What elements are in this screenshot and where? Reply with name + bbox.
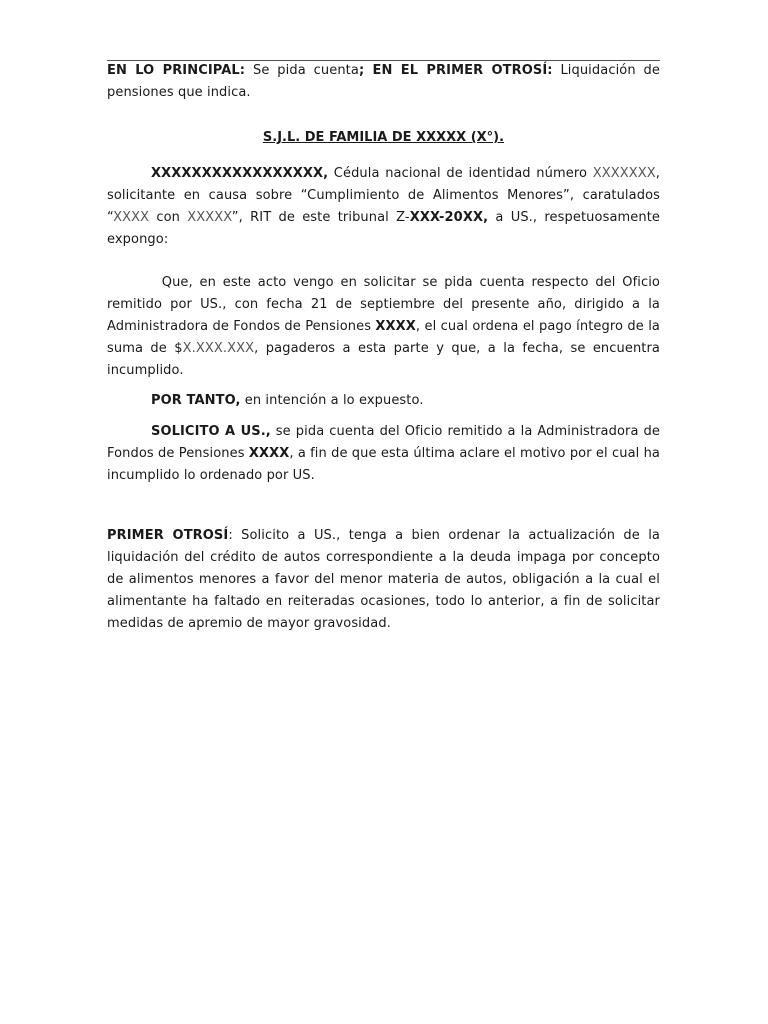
principal-label: EN LO PRINCIPAL: <box>107 63 246 78</box>
intro-paragraph: XXXXXXXXXXXXXXXXX, Cédula nacional de identidad número XXXXXXX, solicitante en causa sobre “Cumplimiento de Alimentos Menores”, caratulados “XXXX con XXXXX”, RIT de este tribunal Z-XXX-20XX, a US., respetuosamente expongo: <box>107 166 661 247</box>
primer-otrosi-label: PRIMER OTROSÍ <box>107 528 229 543</box>
por-tanto-paragraph: POR TANTO, en intención a lo expuesto. <box>151 393 424 408</box>
solicito-paragraph: SOLICITO A US., se pida cuenta del Oficio remitido a la Administradora de Fondos de Pensiones XXXX, a fin de que esta última aclare el motivo por el cual ha incumplido lo ordenado por US. <box>107 424 660 483</box>
id-number: XXXXXXX <box>592 166 656 181</box>
rit-number: XXX-20XX, <box>409 210 489 225</box>
otrosi-paragraph: PRIMER OTROSÍ: Solicito a US., tenga a bien ordenar la actualización de la liquidación del crédito de autos correspondiente a la deuda impaga por concepto de alimentos menores a favor del menor materia de autos, obligación a la cual el alimentante ha faltado en reiteradas ocasiones, todo lo anterior, a fin de solicitar medidas de apremio de mayor gravosidad. <box>107 528 660 631</box>
body-paragraph: Que, en este acto vengo en solicitar se pida cuenta respecto del Oficio remitido por US., con fecha 21 de septiembre del presente año, dirigido a la Administradora de Fondos de Pensiones XXXX, el cual ordena el pago íntegro de la suma de $X.XXX.XXX, pagaderos a esta parte y que, a la fecha, se encuentra incumplido. <box>107 275 660 378</box>
otrosi-label: EN EL PRIMER OTROSÍ: <box>364 63 553 78</box>
amount: X.XXX.XXX <box>182 341 255 356</box>
petitioner-name: XXXXXXXXXXXXXXXXX, <box>151 166 329 181</box>
header-summary: EN LO PRINCIPAL: Se pida cuenta; EN EL PRIMER OTROSÍ: Liquidación de pensiones que indica. <box>107 63 660 100</box>
court-title: S.J.L. DE FAMILIA DE XXXXX (X°). <box>262 130 505 145</box>
afp-name: XXXX <box>375 319 416 334</box>
